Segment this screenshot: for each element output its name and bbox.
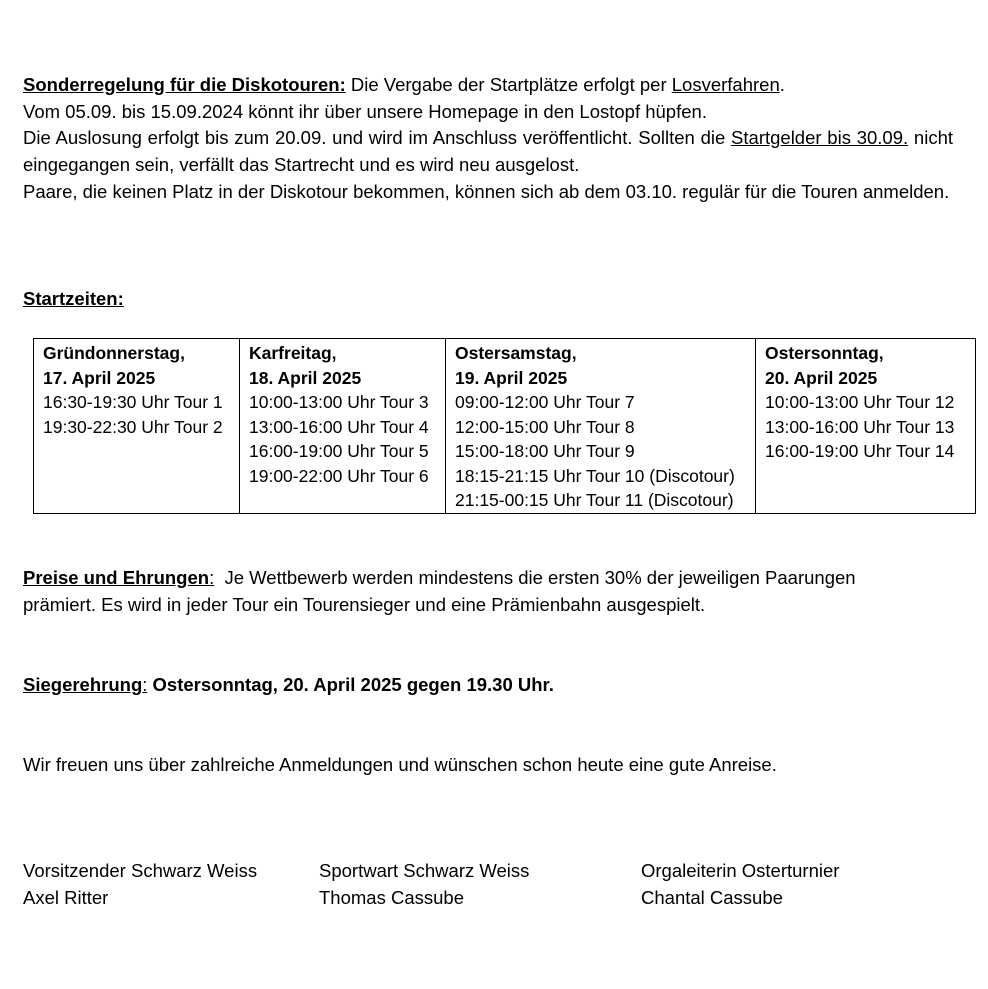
day-cell-thursday [34, 339, 240, 514]
ceremony-colon: : [142, 674, 148, 695]
closing-text: Wir freuen uns über zahlreiche Anmeldungen und wünschen schon heute eine gute Anreise. [23, 754, 777, 775]
signature-organizer [641, 857, 839, 911]
time-slot: 09:00-12:00 Uhr Tour 7 [455, 392, 635, 412]
fee-deadline: Startgelder bis 30.09. [731, 127, 909, 149]
lottery-link: Losverfahren [671, 74, 780, 95]
signature-sports-warden [319, 857, 529, 911]
day-date: 18. April 2025 [249, 367, 362, 388]
day-name: Ostersamstag, [455, 343, 577, 363]
special-rule-heading: Sonderregelung für die Diskotouren: [23, 74, 346, 95]
schedule-row [34, 339, 976, 514]
signature-name: Axel Ritter [23, 887, 109, 908]
time-slot: 18:15-21:15 Uhr Tour 10 (Discotour) [455, 465, 735, 486]
special-rule-line-3b: nicht eingegangen sein, verfällt das Startrecht und es wird neu ausgelost. [23, 127, 953, 176]
time-slot: 13:00-16:00 Uhr Tour 13 [765, 416, 955, 437]
special-rule-line-2: Vom 05.09. bis 15.09.2024 könnt ihr über unsere Homepage in den Lostopf hüpfen. [23, 100, 707, 122]
time-slot: 19:30-22:30 Uhr Tour 2 [43, 416, 223, 437]
special-rule-text: Die Vergabe der Startplätze erfolgt per [345, 74, 672, 95]
start-times-section [23, 286, 953, 313]
schedule-table [33, 338, 976, 514]
time-slot: 19:00-22:00 Uhr Tour 6 [249, 465, 429, 486]
day-name: Karfreitag, [249, 343, 337, 363]
ceremony-text: Ostersonntag, 20. April 2025 gegen 19.30 Uhr. [147, 674, 554, 695]
special-rule-line-3a: Die Auslosung erfolgt bis zum 20.09. und wird im Anschluss veröffentlicht. Sollten die [23, 127, 732, 149]
time-slot: 15:00-18:00 Uhr Tour 9 [455, 441, 635, 461]
day-name: Ostersonntag, [765, 343, 884, 363]
time-slot: 16:30-19:30 Uhr Tour 1 [43, 392, 223, 412]
time-slot: 16:00-19:00 Uhr Tour 14 [765, 441, 955, 461]
ceremony-heading: Siegerehrung [23, 674, 143, 695]
time-slot: 13:00-16:00 Uhr Tour 4 [249, 416, 429, 437]
signature-role: Vorsitzender Schwarz Weiss [23, 860, 258, 881]
time-slot: 10:00-13:00 Uhr Tour 12 [765, 392, 955, 412]
ceremony-section [23, 672, 953, 699]
prizes-section [23, 565, 903, 618]
time-slot: 12:00-15:00 Uhr Tour 8 [455, 416, 635, 437]
day-cell-saturday [446, 339, 756, 514]
signature-name: Chantal Cassube [641, 887, 783, 908]
special-rule-section [23, 72, 953, 206]
prizes-text: Je Wettbewerb werden mindestens die ersten 30% der jeweiligen Paarungen prämiert. Es wird in jeder Tour ein Tourensieger und eine Prämienbahn ausgespielt. [23, 567, 861, 615]
signature-chairman [23, 857, 257, 911]
time-slot: 16:00-19:00 Uhr Tour 5 [249, 441, 429, 461]
day-name: Gründonnerstag, [43, 343, 185, 363]
start-times-heading: Startzeiten: [23, 288, 124, 309]
time-slot: 10:00-13:00 Uhr Tour 3 [249, 392, 429, 412]
signature-role: Sportwart Schwarz Weiss [319, 860, 530, 881]
prizes-heading: Preise und Ehrungen [23, 567, 210, 588]
day-date: 17. April 2025 [43, 367, 156, 388]
signature-role: Orgaleiterin Osterturnier [641, 860, 840, 881]
day-date: 20. April 2025 [765, 367, 878, 388]
day-date: 19. April 2025 [455, 367, 568, 388]
day-cell-friday [240, 339, 446, 514]
special-rule-line-4: Paare, die keinen Platz in der Diskotour bekommen, können sich ab dem 03.10. regulär für die Touren anmelden. [23, 180, 950, 202]
day-cell-sunday [756, 339, 976, 514]
special-rule-period: . [779, 74, 785, 95]
prizes-colon: : [209, 567, 215, 588]
signature-name: Thomas Cassube [319, 887, 464, 908]
time-slot: 21:15-00:15 Uhr Tour 11 (Discotour) [455, 490, 734, 510]
